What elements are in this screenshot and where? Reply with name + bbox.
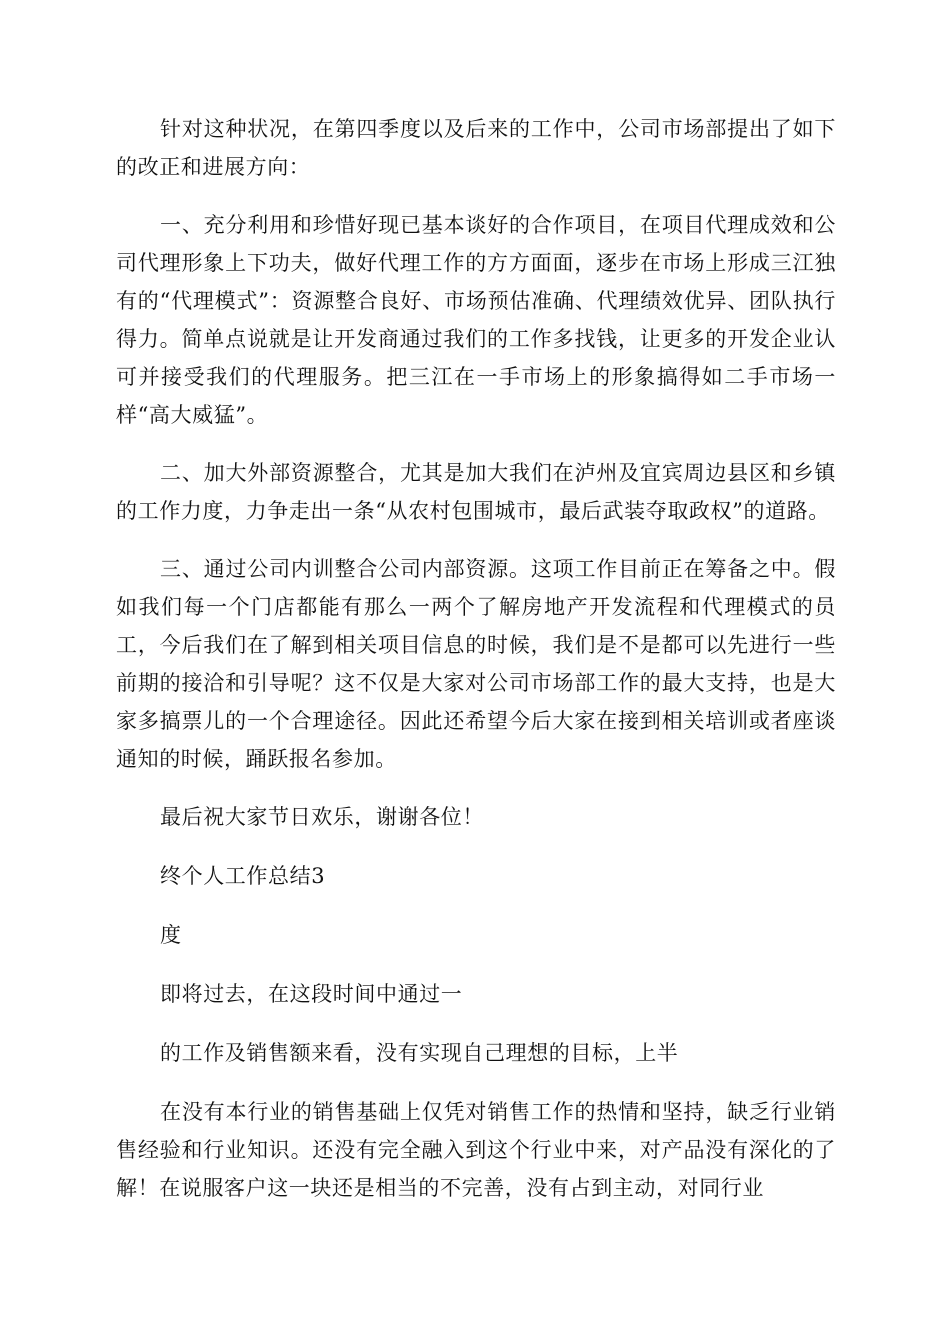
fragment-line: 度: [160, 923, 182, 947]
paragraph-point-one: 一、充分利用和珍惜好现已基本谈好的合作项目，在项目代理成效和公司代理形象上下功夫，做好代理工作的方方面面，逐步在市场上形成三江独有的“代理模式”：资源整合良好、市场预估准确、代理绩效优异、团队执行得力。简单点说就是让开发商通过我们的工作多找钱，让更多的开发企业认可并接受我们的代理服务。把三江在一手市场上的形象搞得如二手市场一样“高大威猛”。: [116, 213, 836, 427]
paragraph-intro: 针对这种状况，在第四季度以及后来的工作中，公司市场部提出了如下的改正和进展方向：: [116, 117, 836, 179]
document-body: [116, 110, 836, 1227]
paragraph-point-two: 二、加大外部资源整合，尤其是加大我们在泸州及宜宾周边县区和乡镇的工作力度，力争走出一条“从农村包围城市，最后武装夺取政权”的道路。: [116, 461, 836, 523]
section-title: 终个人工作总结3: [160, 864, 326, 888]
closing-line: 最后祝大家节日欢乐，谢谢各位！: [160, 805, 484, 829]
fragment-line: 即将过去，在这段时间中通过一: [160, 982, 463, 1006]
fragment-line: 的工作及销售额来看，没有实现自己理想的目标，上半: [160, 1041, 679, 1065]
paragraph-point-three: 三、通过公司内训整合公司内部资源。这项工作目前正在筹备之中。假如我们每一个门店都能有那么一两个了解房地产开发流程和代理模式的员工，今后我们在了解到相关项目信息的时候，我们是不是都可以先进行一些前期的接洽和引导呢？这不仅是大家对公司市场部工作的最大支持，也是大家多搞票儿的一个合理途径。因此还希望今后大家在接到相关培训或者座谈通知的时候，踊跃报名参加。: [116, 557, 836, 771]
paragraph-final: 在没有本行业的销售基础上仅凭对销售工作的热情和坚持，缺乏行业销售经验和行业知识。还没有完全融入到这个行业中来，对产品没有深化的了解！在说服客户这一块还是相当的不完善，没有占到主动，对同行业: [116, 1100, 836, 1200]
